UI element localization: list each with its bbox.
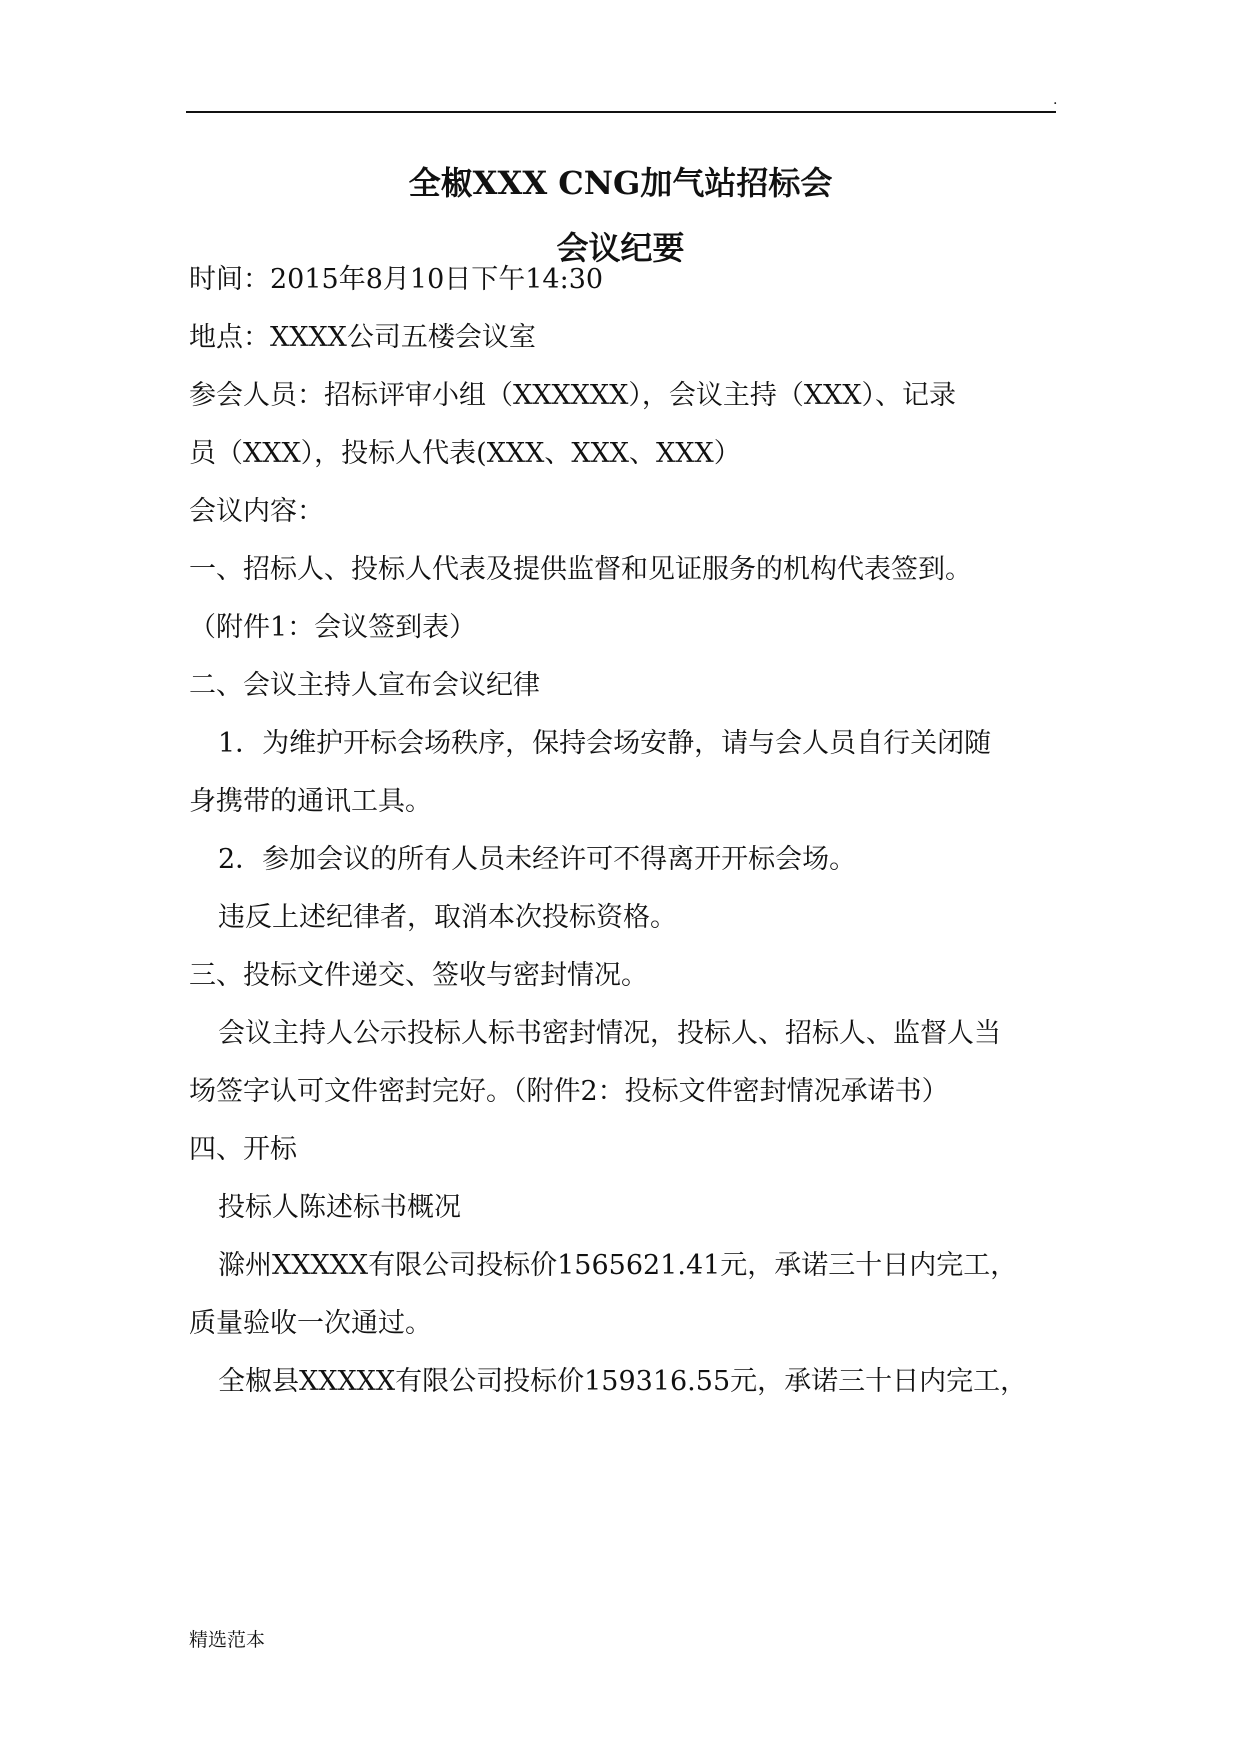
attachment-1-note: （附件1：会议签到表） [189, 612, 477, 643]
meeting-time: 时间：2015年8月10日下午14:30 [189, 264, 604, 295]
sealing-paragraph-line-2: 场签字认可文件密封完好。（附件2：投标文件密封情况承诺书） [189, 1076, 949, 1107]
rule-penalty: 违反上述纪律者，取消本次投标资格。 [218, 902, 677, 933]
bid-2-line-1: 全椒县XXXXX有限公司投标价159316.55元，承诺三十日内完工， [218, 1366, 1028, 1397]
attendees-line-1: 参会人员：招标评审小组（XXXXXX），会议主持（XXX）、记录 [189, 380, 956, 411]
meeting-content-heading: 会议内容： [189, 496, 324, 527]
meeting-location: 地点：XXXX公司五楼会议室 [189, 322, 536, 353]
section-3-heading: 三、投标文件递交、签收与密封情况。 [189, 960, 648, 991]
rule-1-line-1: 1．为维护开标会场秩序，保持会场安静，请与会人员自行关闭随 [218, 728, 992, 759]
section-2-heading: 二、会议主持人宣布会议纪律 [189, 670, 540, 701]
bid-1-line-1: 滁州XXXXX有限公司投标价1565621.41元，承诺三十日内完工， [218, 1250, 1018, 1281]
bid-overview-heading: 投标人陈述标书概况 [218, 1192, 461, 1223]
footer-label: 精选范本 [189, 1629, 266, 1651]
section-4-heading: 四、开标 [189, 1134, 297, 1165]
sealing-paragraph-line-1: 会议主持人公示投标人标书密封情况，投标人、招标人、监督人当 [218, 1018, 1001, 1049]
header-mark: . [1053, 92, 1058, 108]
rule-2: 2．参加会议的所有人员未经许可不得离开开标会场。 [218, 844, 857, 875]
document-title: 全椒XXX CNG加气站招标会 [408, 164, 833, 202]
attendees-line-2: 员（XXX），投标人代表(XXX、XXX、XXX） [189, 438, 741, 469]
header-rule [186, 111, 1056, 113]
section-1-heading: 一、招标人、投标人代表及提供监督和见证服务的机构代表签到。 [189, 554, 972, 585]
rule-1-line-2: 身携带的通讯工具。 [189, 786, 432, 817]
bid-1-line-2: 质量验收一次通过。 [189, 1308, 432, 1339]
document-subtitle: 会议纪要 [556, 229, 685, 267]
